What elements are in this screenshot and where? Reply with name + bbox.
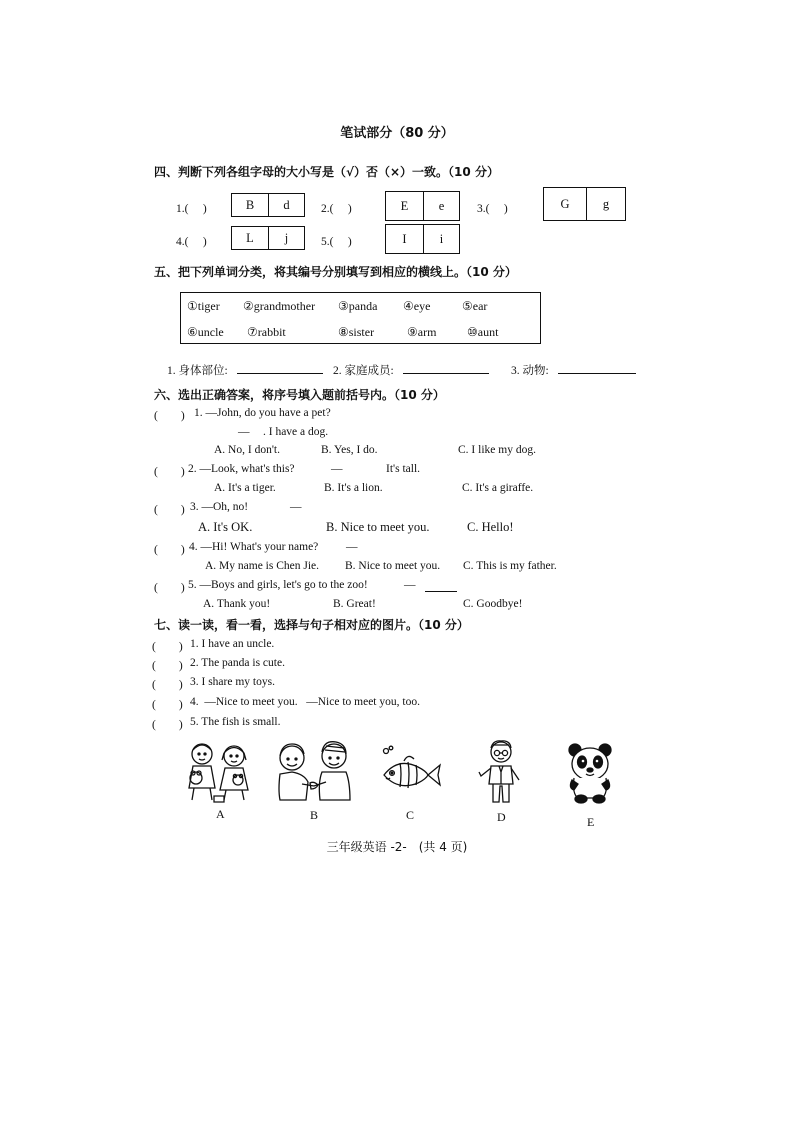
answer-blank[interactable] <box>403 362 489 374</box>
lowercase-letter: g <box>586 188 625 220</box>
uppercase-letter: G <box>560 196 570 211</box>
answer-paren[interactable]: ( ) <box>152 641 183 653</box>
lowercase-letter: d <box>268 194 304 216</box>
option-b: B. Great! <box>333 598 376 610</box>
option-a: A. It's OK. <box>198 520 253 534</box>
category-label: 2. 家庭成员: <box>333 365 394 377</box>
letter-pair-box <box>231 193 305 217</box>
word-item: ④eye <box>403 299 431 313</box>
word-item: ②grandmother <box>243 299 316 313</box>
category-family <box>333 362 489 378</box>
sentence-text: 4. —Nice to meet you. —Nice to meet you, too. <box>190 696 420 708</box>
option-a: A. It's a tiger. <box>214 482 276 494</box>
reply-dash: — <box>331 463 343 475</box>
category-label: 1. 身体部位: <box>167 365 228 377</box>
people-shaking-hands-icon <box>274 738 354 804</box>
option-b: B. Yes, I do. <box>321 444 378 456</box>
letter-pair-box <box>385 224 460 254</box>
option-c: C. I like my dog. <box>458 444 536 456</box>
category-animals <box>511 362 636 378</box>
question-stem: 1. —John, do you have a pet? <box>194 407 331 419</box>
option-b: B. Nice to meet you. <box>326 520 430 534</box>
question-stem: 3. —Oh, no! <box>190 501 249 513</box>
answer-blank[interactable] <box>425 591 457 592</box>
word-item: ⑩aunt <box>467 325 499 339</box>
section-6-heading: 六、选出正确答案，将序号填入题前括号内。（10 分） <box>154 388 445 402</box>
uppercase-letter: B <box>245 197 255 212</box>
question-stem: 2. —Look, what's this? <box>188 463 295 475</box>
word-item: ①tiger <box>187 299 220 313</box>
word-item: ⑤ear <box>462 299 488 313</box>
item-4-5-label: 5.( ) <box>321 236 352 248</box>
answer-paren[interactable]: ( ) <box>154 466 185 478</box>
letter-pair-box <box>543 187 626 221</box>
uncle-man-icon <box>477 738 525 806</box>
uppercase-letter: L <box>246 230 254 245</box>
uppercase-letter: E <box>400 198 409 213</box>
lowercase-letter: e <box>423 192 459 220</box>
section-7-heading: 七、读一读，看一看，选择与句子相对应的图片。（10 分） <box>154 618 469 632</box>
answer-blank[interactable] <box>558 362 636 374</box>
option-a: A. Thank you! <box>203 598 271 610</box>
answer-paren[interactable]: ( ) <box>154 582 185 594</box>
answer-paren[interactable]: ( ) <box>152 719 183 731</box>
answer-paren[interactable]: ( ) <box>154 504 185 516</box>
section-5-heading: 五、把下列单词分类，将其编号分别填写到相应的横线上。（10 分） <box>154 265 517 279</box>
page-footer: 三年级英语 -2- (共 4 页) <box>326 840 468 854</box>
sentence-text: 2. The panda is cute. <box>190 657 285 669</box>
word-item: ⑥uncle <box>187 325 224 339</box>
answer-paren[interactable]: ( ) <box>154 544 185 556</box>
word-item: ③panda <box>338 299 378 313</box>
answer-paren[interactable]: ( ) <box>152 699 183 711</box>
option-a: A. My name is Chen Jie. <box>205 560 320 572</box>
word-item: ⑨arm <box>407 325 437 339</box>
picture-label-d: D <box>497 810 506 824</box>
answer-paren[interactable]: ( ) <box>154 410 185 422</box>
sentence-text: 3. I share my toys. <box>190 676 275 688</box>
picture-label-b: B <box>310 808 319 822</box>
letter-pair-box <box>231 226 305 250</box>
answer-blank[interactable] <box>237 362 323 374</box>
question-stem: 5. —Boys and girls, let's go to the zoo! <box>188 579 368 591</box>
option-c: C. This is my father. <box>463 560 557 572</box>
uppercase-letter: I <box>402 231 407 246</box>
lowercase-letter: j <box>268 227 304 249</box>
page-title: 笔试部分（80 分） <box>340 126 454 141</box>
option-b: B. It's a lion. <box>324 482 383 494</box>
category-label: 3. 动物: <box>511 365 549 377</box>
category-body-parts <box>167 362 323 378</box>
picture-label-c: C <box>406 808 415 822</box>
panda-icon <box>566 742 614 804</box>
option-c: C. Goodbye! <box>463 598 523 610</box>
reply-text: It's tall. <box>386 463 421 475</box>
sentence-text: 5. The fish is small. <box>190 716 281 728</box>
sentence-text: 1. I have an uncle. <box>190 638 275 650</box>
word-item: ⑧sister <box>338 325 375 339</box>
option-a: A. No, I don't. <box>214 444 280 456</box>
reply-dash: — <box>346 541 358 553</box>
picture-label-e: E <box>587 815 595 829</box>
lowercase-letter: i <box>423 225 459 253</box>
item-4-4-label: 4.( ) <box>176 236 207 248</box>
word-item: ⑦rabbit <box>247 325 286 339</box>
question-stem: 4. —Hi! What's your name? <box>189 541 319 553</box>
item-4-1-label: 1.( ) <box>176 203 207 215</box>
item-4-3-label: 3.( ) <box>477 203 508 215</box>
answer-paren[interactable]: ( ) <box>152 660 183 672</box>
reply-text: . I have a dog. <box>263 426 329 438</box>
word-bank-box <box>180 292 541 344</box>
section-4-heading: 四、判断下列各组字母的大小写是（√）否（×）一致。（10 分） <box>154 165 499 179</box>
option-c: C. It's a giraffe. <box>462 482 534 494</box>
option-c: C. Hello! <box>467 520 514 534</box>
option-b: B. Nice to meet you. <box>345 560 441 572</box>
item-4-2-label: 2.( ) <box>321 203 352 215</box>
letter-pair-box <box>385 191 460 221</box>
answer-paren[interactable]: ( ) <box>152 679 183 691</box>
children-with-toys-icon <box>184 738 254 804</box>
fish-icon <box>378 745 442 795</box>
reply-dash: — <box>290 501 302 513</box>
reply-dash: — <box>404 579 416 591</box>
picture-label-a: A <box>216 807 225 821</box>
reply-dash: — <box>238 426 250 438</box>
